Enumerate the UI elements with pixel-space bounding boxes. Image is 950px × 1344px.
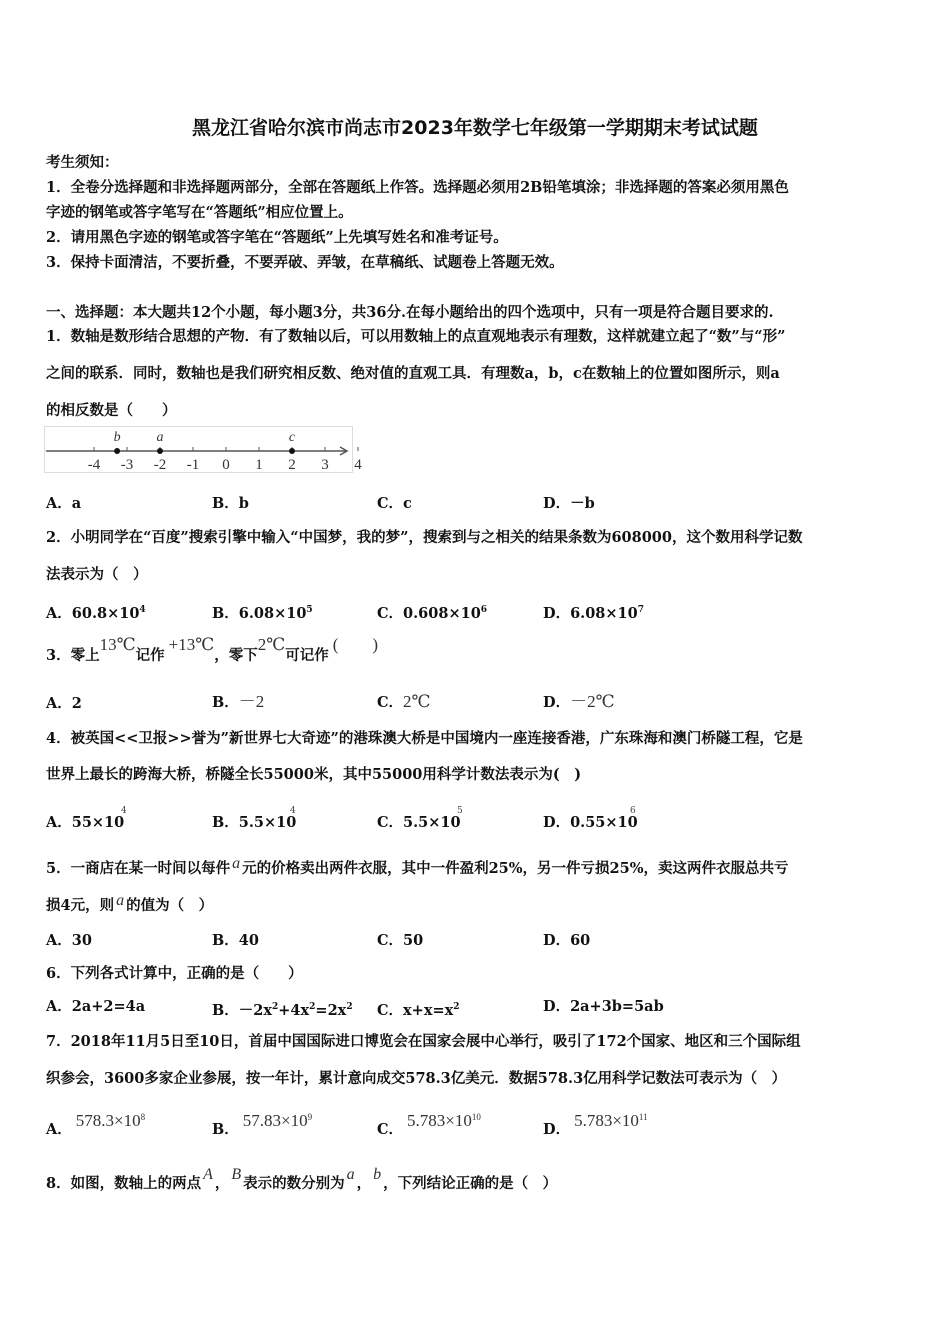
notice-line-1: 1．全卷分选择题和非选择题两部分，全部在答题纸上作答。选择题必须用2B铅笔填涂；非选择题的答案必须用黑色 (46, 179, 789, 196)
axis-tick-label: -1 (186, 457, 200, 473)
q5-option-d[interactable]: D．60 (543, 932, 591, 949)
q7-option-b[interactable]: B． $57.83\times 10^9$ (212, 1110, 313, 1138)
q4-line-1: 4．被英国<<卫报>>誉为”新世界七大奇迹”的港珠澳大桥是中国境内一座连接香港，广东珠海和澳门桥隧工程，它是 (46, 730, 803, 747)
q5-option-c[interactable]: C．50 (377, 932, 424, 949)
page-title: 黑龙江省哈尔滨市尚志市2023年数学七年级第一学期期末考试试题 (192, 117, 758, 139)
q1-number-line (44, 426, 362, 474)
section-heading: 一、选择题：本大题共12个小题，每小题3分，共36分.在每小题给出的四个选项中，只有一项是符合题目要求的. (46, 304, 774, 321)
q1-line-3: 的相反数是（ ） (46, 402, 177, 419)
q5-line-2: 损4元，则 a 的值为（ ） (46, 892, 214, 914)
notice-line-4: 3．保持卡面清洁，不要折叠，不要弄破、弄皱，在草稿纸、试题卷上答题无效。 (46, 254, 564, 271)
q1-option-c[interactable]: C．c (377, 495, 412, 512)
q3-line: 3．零上13℃记作+13℃，零下2℃可记作( ) (46, 635, 379, 664)
axis-tick-label: -2 (153, 457, 167, 473)
q7-line-1: 7．2018年11月5日至10日，首届中国国际进口博览会在国家会展中心举行，吸引了172个国家、地区和三个国际组 (46, 1033, 801, 1050)
axis-tick-label: 3 (321, 457, 329, 473)
q2-option-a[interactable]: A．$60.8\times 10^4$ (46, 604, 146, 622)
axis-tick-label: 2 (288, 457, 296, 473)
q6-option-d[interactable]: D．2a+3b=5ab (543, 998, 664, 1015)
q4-option-c[interactable]: C．5.5×10 5 (377, 806, 463, 831)
q4-option-b[interactable]: B．5.5×10 4 (212, 806, 297, 831)
axis-tick-label: 4 (354, 457, 362, 473)
q2-option-b[interactable]: B．$6.08\times 10^5$ (212, 604, 313, 622)
notice-line-2: 字迹的钢笔或答字笔写在“答题纸”相应位置上。 (46, 204, 353, 221)
q7-option-c[interactable]: C． $5.783\times 10^{10}$ (377, 1110, 481, 1138)
q1-line-2: 之间的联系．同时，数轴也是我们研究相反数、绝对值的直观工具．有理数a，b，c在数轴上的位置如图所示，则a (46, 365, 780, 382)
q3-option-c[interactable]: C．2℃ (377, 692, 431, 711)
q2-option-c[interactable]: C．$0.608\times 10^6$ (377, 604, 488, 622)
axis-tick-label: -3 (120, 457, 134, 473)
axis-tick-label: -4 (87, 457, 101, 473)
q1-option-d[interactable]: D．－b (543, 495, 595, 512)
q1-line-1: 1．数轴是数形结合思想的产物．有了数轴以后，可以用数轴上的点直观地表示有理数，这样就建立起了“数”与“形” (46, 328, 786, 345)
axis-point-label: a (156, 430, 164, 445)
q7-option-d[interactable]: D． $5.783\times 10^{11}$ (543, 1110, 648, 1138)
q1-option-a[interactable]: A．a (46, 495, 82, 512)
notice-heading: 考生须知： (46, 154, 119, 171)
axis-point-a (157, 448, 163, 454)
q7-line-2: 织参会，3600多家企业参展，按一年计，累计意向成交578.3亿美元．数据578.3亿用科学记数法可表示为（ ） (46, 1070, 787, 1087)
axis-point-label: c (288, 430, 296, 445)
q2-option-d[interactable]: D．$6.08\times 10^7$ (543, 604, 644, 622)
q6-line: 6．下列各式计算中，正确的是（ ） (46, 965, 303, 982)
axis-point-c (289, 448, 295, 454)
q2-line-2: 法表示为（ ） (46, 566, 148, 583)
q4-option-d[interactable]: D．0.55×10 6 (543, 806, 638, 831)
q4-option-a[interactable]: A．55×10 4 (46, 806, 127, 831)
notice-line-3: 2．请用黑色字迹的钢笔或答字笔在“答题纸”上先填写姓名和准考证号。 (46, 229, 508, 246)
q3-option-d[interactable]: D．－2℃ (543, 692, 615, 711)
q5-option-b[interactable]: B．40 (212, 932, 259, 949)
axis-tick-label: 1 (255, 457, 263, 473)
q7-option-a[interactable]: A． $578.3\times 10^8$ (46, 1110, 146, 1138)
q4-line-2: 世界上最长的跨海大桥，桥隧全长55000米，其中55000用科学计数法表示为( ) (46, 766, 582, 783)
q1-option-b[interactable]: B．b (212, 495, 249, 512)
q3-option-b[interactable]: B．－2 (212, 692, 265, 711)
q6-option-b[interactable]: B．$-2x^2+4x^2=2x^2$ (212, 1001, 353, 1019)
axis-point-b (114, 448, 120, 454)
q5-line-1: 5．一商店在某一时间以每件 a 元的价格卖出两件衣服，其中一件盈利25%，另一件亏损25%，卖这两件衣服总共亏 (46, 855, 789, 877)
q6-option-c[interactable]: C．$x+x=x^2$ (377, 1001, 460, 1019)
axis-point-label: b (113, 430, 121, 445)
axis-tick-label: 0 (222, 457, 230, 473)
q3-option-a[interactable]: A．2 (46, 695, 82, 712)
q2-line-1: 2．小明同学在“百度”搜索引擎中输入“中国梦，我的梦”，搜索到与之相关的结果条数为608000，这个数用科学记数 (46, 529, 803, 546)
q6-option-a[interactable]: A．2a+2=4a (46, 998, 146, 1015)
q5-option-a[interactable]: A．30 (46, 932, 92, 949)
q8-line: 8．如图，数轴上的两点A，B表示的数分别为a，b，下列结论正确的是（ ） (46, 1166, 558, 1192)
